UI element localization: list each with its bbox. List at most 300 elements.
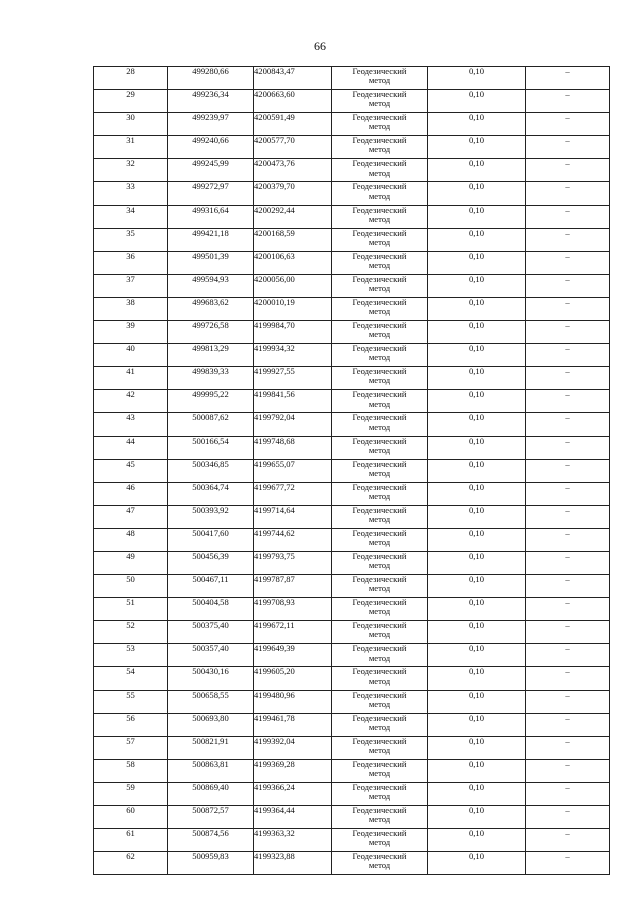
method-line-1: Геодезический — [352, 735, 407, 746]
note-cell: – — [526, 90, 610, 113]
method-line-2: метод — [368, 744, 391, 755]
y-coordinate-cell: 4199392,04 — [254, 736, 332, 759]
point-number-cell: 31 — [94, 136, 168, 159]
y-coordinate-cell: 4199708,93 — [254, 598, 332, 621]
x-coordinate-cell: 499501,39 — [168, 251, 254, 274]
note-cell: – — [526, 228, 610, 251]
accuracy-cell: 0,10 — [428, 274, 526, 297]
method-cell — [332, 90, 428, 113]
x-coordinate-cell: 500166,54 — [168, 436, 254, 459]
accuracy-cell: 0,10 — [428, 459, 526, 482]
note-cell: – — [526, 67, 610, 90]
accuracy-cell: 0,10 — [428, 413, 526, 436]
method-cell — [332, 136, 428, 159]
accuracy-cell: 0,10 — [428, 667, 526, 690]
method-line-1: Геодезический — [352, 712, 407, 723]
method-line-1: Геодезический — [352, 550, 407, 561]
method-line-2: метод — [368, 121, 391, 132]
method-line-1: Геодезический — [352, 89, 407, 100]
method-cell — [332, 528, 428, 551]
method-line-2: метод — [368, 375, 391, 386]
accuracy-cell: 0,10 — [428, 528, 526, 551]
method-line-1: Геодезический — [352, 689, 407, 700]
table-row — [94, 113, 610, 136]
note-cell: – — [526, 829, 610, 852]
method-cell — [332, 367, 428, 390]
accuracy-cell: 0,10 — [428, 598, 526, 621]
accuracy-cell: 0,10 — [428, 67, 526, 90]
point-number-cell: 53 — [94, 644, 168, 667]
note-cell: – — [526, 575, 610, 598]
accuracy-cell: 0,10 — [428, 136, 526, 159]
x-coordinate-cell: 500693,80 — [168, 713, 254, 736]
y-coordinate-cell: 4199605,20 — [254, 667, 332, 690]
x-coordinate-cell: 499813,29 — [168, 344, 254, 367]
accuracy-cell: 0,10 — [428, 736, 526, 759]
y-coordinate-cell: 4200663,60 — [254, 90, 332, 113]
method-line-2: метод — [368, 352, 391, 363]
x-coordinate-cell: 499236,34 — [168, 90, 254, 113]
y-coordinate-cell: 4199480,96 — [254, 690, 332, 713]
method-line-2: метод — [368, 537, 391, 548]
method-line-2: метод — [368, 768, 391, 779]
method-line-1: Геодезический — [352, 204, 407, 215]
accuracy-cell: 0,10 — [428, 228, 526, 251]
method-line-1: Геодезический — [352, 481, 407, 492]
y-coordinate-cell: 4199984,70 — [254, 321, 332, 344]
method-line-2: метод — [368, 283, 391, 294]
method-line-1: Геодезический — [352, 181, 407, 192]
note-cell: – — [526, 690, 610, 713]
note-cell: – — [526, 274, 610, 297]
method-cell — [332, 505, 428, 528]
note-cell: – — [526, 297, 610, 320]
method-line-2: метод — [368, 190, 391, 201]
point-number-cell: 52 — [94, 621, 168, 644]
x-coordinate-cell: 499683,62 — [168, 297, 254, 320]
method-line-1: Геодезический — [352, 574, 407, 585]
method-line-1: Геодезический — [352, 435, 407, 446]
method-line-2: метод — [368, 490, 391, 501]
method-line-1: Геодезический — [352, 620, 407, 631]
note-cell: – — [526, 251, 610, 274]
accuracy-cell: 0,10 — [428, 321, 526, 344]
accuracy-cell: 0,10 — [428, 90, 526, 113]
point-number-cell: 34 — [94, 205, 168, 228]
method-line-1: Геодезический — [352, 227, 407, 238]
note-cell: – — [526, 205, 610, 228]
accuracy-cell: 0,10 — [428, 113, 526, 136]
method-cell — [332, 113, 428, 136]
point-number-cell: 56 — [94, 713, 168, 736]
x-coordinate-cell: 500863,81 — [168, 759, 254, 782]
point-number-cell: 45 — [94, 459, 168, 482]
method-line-1: Геодезический — [352, 805, 407, 815]
note-cell: – — [526, 159, 610, 182]
method-cell — [332, 852, 428, 875]
point-number-cell: 62 — [94, 852, 168, 875]
point-number-cell: 58 — [94, 759, 168, 782]
table-row — [94, 505, 610, 528]
table-row — [94, 551, 610, 574]
table-row — [94, 367, 610, 390]
note-cell: – — [526, 113, 610, 136]
note-cell: – — [526, 482, 610, 505]
note-cell: – — [526, 621, 610, 644]
table-row — [94, 459, 610, 482]
x-coordinate-cell: 499316,64 — [168, 205, 254, 228]
x-coordinate-cell: 500874,56 — [168, 829, 254, 852]
y-coordinate-cell: 4199677,72 — [254, 482, 332, 505]
point-number-cell: 28 — [94, 67, 168, 90]
table-row — [94, 228, 610, 251]
x-coordinate-cell: 499995,22 — [168, 390, 254, 413]
method-line-1: Геодезический — [352, 389, 407, 400]
y-coordinate-cell: 4200056,00 — [254, 274, 332, 297]
note-cell: – — [526, 598, 610, 621]
point-number-cell: 37 — [94, 274, 168, 297]
table-row — [94, 297, 610, 320]
y-coordinate-cell: 4199672,11 — [254, 621, 332, 644]
method-line-2: метод — [368, 236, 391, 247]
table-row — [94, 344, 610, 367]
point-number-cell: 54 — [94, 667, 168, 690]
method-line-2: метод — [368, 306, 391, 317]
method-line-2: метод — [368, 259, 391, 270]
x-coordinate-cell: 500456,39 — [168, 551, 254, 574]
point-number-cell: 33 — [94, 182, 168, 205]
method-line-2: метод — [368, 398, 391, 409]
note-cell: – — [526, 367, 610, 390]
point-number-cell: 35 — [94, 228, 168, 251]
table-row — [94, 736, 610, 759]
x-coordinate-cell: 500821,91 — [168, 736, 254, 759]
accuracy-cell: 0,10 — [428, 159, 526, 182]
table-row — [94, 644, 610, 667]
y-coordinate-cell: 4200473,76 — [254, 159, 332, 182]
y-coordinate-cell: 4199364,44 — [254, 806, 332, 829]
y-coordinate-cell: 4199655,07 — [254, 459, 332, 482]
accuracy-cell: 0,10 — [428, 829, 526, 852]
method-line-2: метод — [368, 75, 391, 86]
point-number-cell: 39 — [94, 321, 168, 344]
coordinates-table-body — [94, 67, 610, 875]
table-row — [94, 321, 610, 344]
point-number-cell: 36 — [94, 251, 168, 274]
method-line-1: Геодезический — [352, 320, 407, 331]
y-coordinate-cell: 4200379,70 — [254, 182, 332, 205]
x-coordinate-cell: 499239,97 — [168, 113, 254, 136]
method-cell — [332, 321, 428, 344]
x-coordinate-cell: 500467,11 — [168, 575, 254, 598]
x-coordinate-cell: 499280,66 — [168, 67, 254, 90]
method-line-1: Геодезический — [352, 851, 407, 862]
x-coordinate-cell: 499245,99 — [168, 159, 254, 182]
method-line-1: Геодезический — [352, 527, 407, 538]
y-coordinate-cell: 4199793,75 — [254, 551, 332, 574]
point-number-cell: 50 — [94, 575, 168, 598]
table-row — [94, 690, 610, 713]
point-number-cell: 41 — [94, 367, 168, 390]
method-line-1: Геодезический — [352, 412, 407, 423]
point-number-cell: 40 — [94, 344, 168, 367]
y-coordinate-cell: 4199792,04 — [254, 413, 332, 436]
method-cell — [332, 459, 428, 482]
note-cell: – — [526, 782, 610, 805]
accuracy-cell: 0,10 — [428, 852, 526, 875]
method-line-1: Геодезический — [352, 366, 407, 377]
x-coordinate-cell: 499421,18 — [168, 228, 254, 251]
point-number-cell: 57 — [94, 736, 168, 759]
x-coordinate-cell: 499726,58 — [168, 321, 254, 344]
table-row — [94, 182, 610, 205]
accuracy-cell: 0,10 — [428, 482, 526, 505]
method-cell — [332, 829, 428, 852]
accuracy-cell: 0,10 — [428, 621, 526, 644]
table-row — [94, 159, 610, 182]
y-coordinate-cell: 4199787,87 — [254, 575, 332, 598]
method-cell — [332, 644, 428, 667]
table-row — [94, 806, 610, 829]
method-line-1: Геодезический — [352, 296, 407, 307]
table-row — [94, 274, 610, 297]
method-line-2: метод — [368, 560, 391, 571]
y-coordinate-cell: 4199748,68 — [254, 436, 332, 459]
table-row — [94, 759, 610, 782]
point-number-cell: 46 — [94, 482, 168, 505]
method-cell — [332, 782, 428, 805]
note-cell: – — [526, 759, 610, 782]
method-line-1: Геодезический — [352, 250, 407, 261]
note-cell: – — [526, 505, 610, 528]
point-number-cell: 51 — [94, 598, 168, 621]
note-cell: – — [526, 852, 610, 875]
method-cell — [332, 251, 428, 274]
point-number-cell: 38 — [94, 297, 168, 320]
note-cell: – — [526, 136, 610, 159]
table-row — [94, 713, 610, 736]
method-line-1: Геодезический — [352, 158, 407, 169]
method-line-1: Геодезический — [352, 666, 407, 677]
method-line-1: Геодезический — [352, 597, 407, 608]
x-coordinate-cell: 500087,62 — [168, 413, 254, 436]
point-number-cell: 43 — [94, 413, 168, 436]
method-cell — [332, 390, 428, 413]
accuracy-cell: 0,10 — [428, 367, 526, 390]
x-coordinate-cell: 499839,33 — [168, 367, 254, 390]
y-coordinate-cell: 4199461,78 — [254, 713, 332, 736]
method-line-1: Геодезический — [352, 643, 407, 654]
method-cell — [332, 759, 428, 782]
y-coordinate-cell: 4200591,49 — [254, 113, 332, 136]
table-row — [94, 852, 610, 875]
x-coordinate-cell: 500417,60 — [168, 528, 254, 551]
accuracy-cell: 0,10 — [428, 436, 526, 459]
point-number-cell: 42 — [94, 390, 168, 413]
y-coordinate-cell: 4199927,55 — [254, 367, 332, 390]
point-number-cell: 55 — [94, 690, 168, 713]
x-coordinate-cell: 499594,93 — [168, 274, 254, 297]
table-row — [94, 436, 610, 459]
accuracy-cell: 0,10 — [428, 344, 526, 367]
table-row — [94, 251, 610, 274]
method-cell — [332, 67, 428, 90]
point-number-cell: 61 — [94, 829, 168, 852]
table-row — [94, 621, 610, 644]
point-number-cell: 30 — [94, 113, 168, 136]
x-coordinate-cell: 500959,83 — [168, 852, 254, 875]
method-cell — [332, 713, 428, 736]
point-number-cell: 48 — [94, 528, 168, 551]
point-number-cell: 47 — [94, 505, 168, 528]
accuracy-cell: 0,10 — [428, 205, 526, 228]
note-cell: – — [526, 182, 610, 205]
x-coordinate-cell: 500393,92 — [168, 505, 254, 528]
method-cell — [332, 736, 428, 759]
method-line-1: Геодезический — [352, 458, 407, 469]
note-cell: – — [526, 436, 610, 459]
method-line-2: метод — [368, 675, 391, 686]
method-line-2: метод — [368, 721, 391, 732]
y-coordinate-cell: 4199363,32 — [254, 829, 332, 852]
point-number-cell: 44 — [94, 436, 168, 459]
method-line-2: метод — [368, 444, 391, 455]
y-coordinate-cell: 4200106,63 — [254, 251, 332, 274]
method-line-1: Геодезический — [352, 504, 407, 515]
table-row — [94, 782, 610, 805]
table-row — [94, 136, 610, 159]
table-row — [94, 667, 610, 690]
method-line-1: Геодезический — [352, 828, 407, 839]
table-row — [94, 205, 610, 228]
accuracy-cell: 0,10 — [428, 644, 526, 667]
note-cell: – — [526, 390, 610, 413]
accuracy-cell: 0,10 — [428, 182, 526, 205]
method-cell — [332, 344, 428, 367]
method-cell — [332, 806, 428, 829]
method-line-2: метод — [368, 837, 391, 848]
method-line-1: Геодезический — [352, 343, 407, 354]
method-cell — [332, 205, 428, 228]
x-coordinate-cell: 500357,40 — [168, 644, 254, 667]
table-row — [94, 390, 610, 413]
method-line-2: метод — [368, 860, 391, 871]
y-coordinate-cell: 4199744,62 — [254, 528, 332, 551]
accuracy-cell: 0,10 — [428, 690, 526, 713]
method-line-2: метод — [368, 652, 391, 663]
method-cell — [332, 690, 428, 713]
method-line-1: Геодезический — [352, 781, 407, 792]
method-line-2: метод — [368, 98, 391, 109]
note-cell: – — [526, 644, 610, 667]
accuracy-cell: 0,10 — [428, 782, 526, 805]
table-row — [94, 482, 610, 505]
method-line-2: метод — [368, 606, 391, 617]
note-cell: – — [526, 667, 610, 690]
note-cell: – — [526, 459, 610, 482]
method-cell — [332, 551, 428, 574]
table-row — [94, 413, 610, 436]
method-line-2: метод — [368, 583, 391, 594]
method-cell — [332, 413, 428, 436]
accuracy-cell: 0,10 — [428, 806, 526, 829]
x-coordinate-cell: 500430,16 — [168, 667, 254, 690]
method-cell — [332, 297, 428, 320]
accuracy-cell: 0,10 — [428, 297, 526, 320]
method-cell — [332, 228, 428, 251]
point-number-cell: 49 — [94, 551, 168, 574]
method-line-2: метод — [368, 467, 391, 478]
note-cell: – — [526, 321, 610, 344]
table-row — [94, 575, 610, 598]
accuracy-cell: 0,10 — [428, 713, 526, 736]
method-cell — [332, 274, 428, 297]
method-line-1: Геодезический — [352, 758, 407, 769]
point-number-cell: 59 — [94, 782, 168, 805]
method-cell — [332, 575, 428, 598]
y-coordinate-cell: 4200843,47 — [254, 67, 332, 90]
method-cell — [332, 667, 428, 690]
page-number: 66 — [314, 39, 326, 53]
y-coordinate-cell: 4199366,24 — [254, 782, 332, 805]
y-coordinate-cell: 4200577,70 — [254, 136, 332, 159]
y-coordinate-cell: 4199323,88 — [254, 852, 332, 875]
coordinates-table — [93, 66, 610, 875]
note-cell: – — [526, 551, 610, 574]
y-coordinate-cell: 4199841,56 — [254, 390, 332, 413]
method-line-2: метод — [368, 167, 391, 178]
table-row — [94, 598, 610, 621]
table-row — [94, 67, 610, 90]
method-line-2: метод — [368, 329, 391, 340]
method-line-2: метод — [368, 814, 391, 825]
table-row — [94, 528, 610, 551]
note-cell: – — [526, 736, 610, 759]
note-cell: – — [526, 713, 610, 736]
accuracy-cell: 0,10 — [428, 505, 526, 528]
method-line-2: метод — [368, 421, 391, 432]
method-line-2: метод — [368, 791, 391, 802]
x-coordinate-cell: 499240,66 — [168, 136, 254, 159]
method-line-2: метод — [368, 513, 391, 524]
accuracy-cell: 0,10 — [428, 551, 526, 574]
method-cell — [332, 621, 428, 644]
point-number-cell: 32 — [94, 159, 168, 182]
accuracy-cell: 0,10 — [428, 251, 526, 274]
point-number-cell: 29 — [94, 90, 168, 113]
method-line-1: Геодезический — [352, 273, 407, 284]
x-coordinate-cell: 500346,85 — [168, 459, 254, 482]
y-coordinate-cell: 4199714,64 — [254, 505, 332, 528]
table-row — [94, 90, 610, 113]
y-coordinate-cell: 4200292,44 — [254, 205, 332, 228]
method-line-2: метод — [368, 213, 391, 224]
y-coordinate-cell: 4199649,39 — [254, 644, 332, 667]
method-line-1: Геодезический — [352, 135, 407, 146]
method-line-1: Геодезический — [352, 66, 407, 76]
x-coordinate-cell: 499272,97 — [168, 182, 254, 205]
method-cell — [332, 482, 428, 505]
x-coordinate-cell: 500404,58 — [168, 598, 254, 621]
note-cell: – — [526, 413, 610, 436]
x-coordinate-cell: 500375,40 — [168, 621, 254, 644]
note-cell: – — [526, 806, 610, 829]
accuracy-cell: 0,10 — [428, 759, 526, 782]
y-coordinate-cell: 4200168,59 — [254, 228, 332, 251]
method-line-2: метод — [368, 629, 391, 640]
point-number-cell: 60 — [94, 806, 168, 829]
y-coordinate-cell: 4200010,19 — [254, 297, 332, 320]
